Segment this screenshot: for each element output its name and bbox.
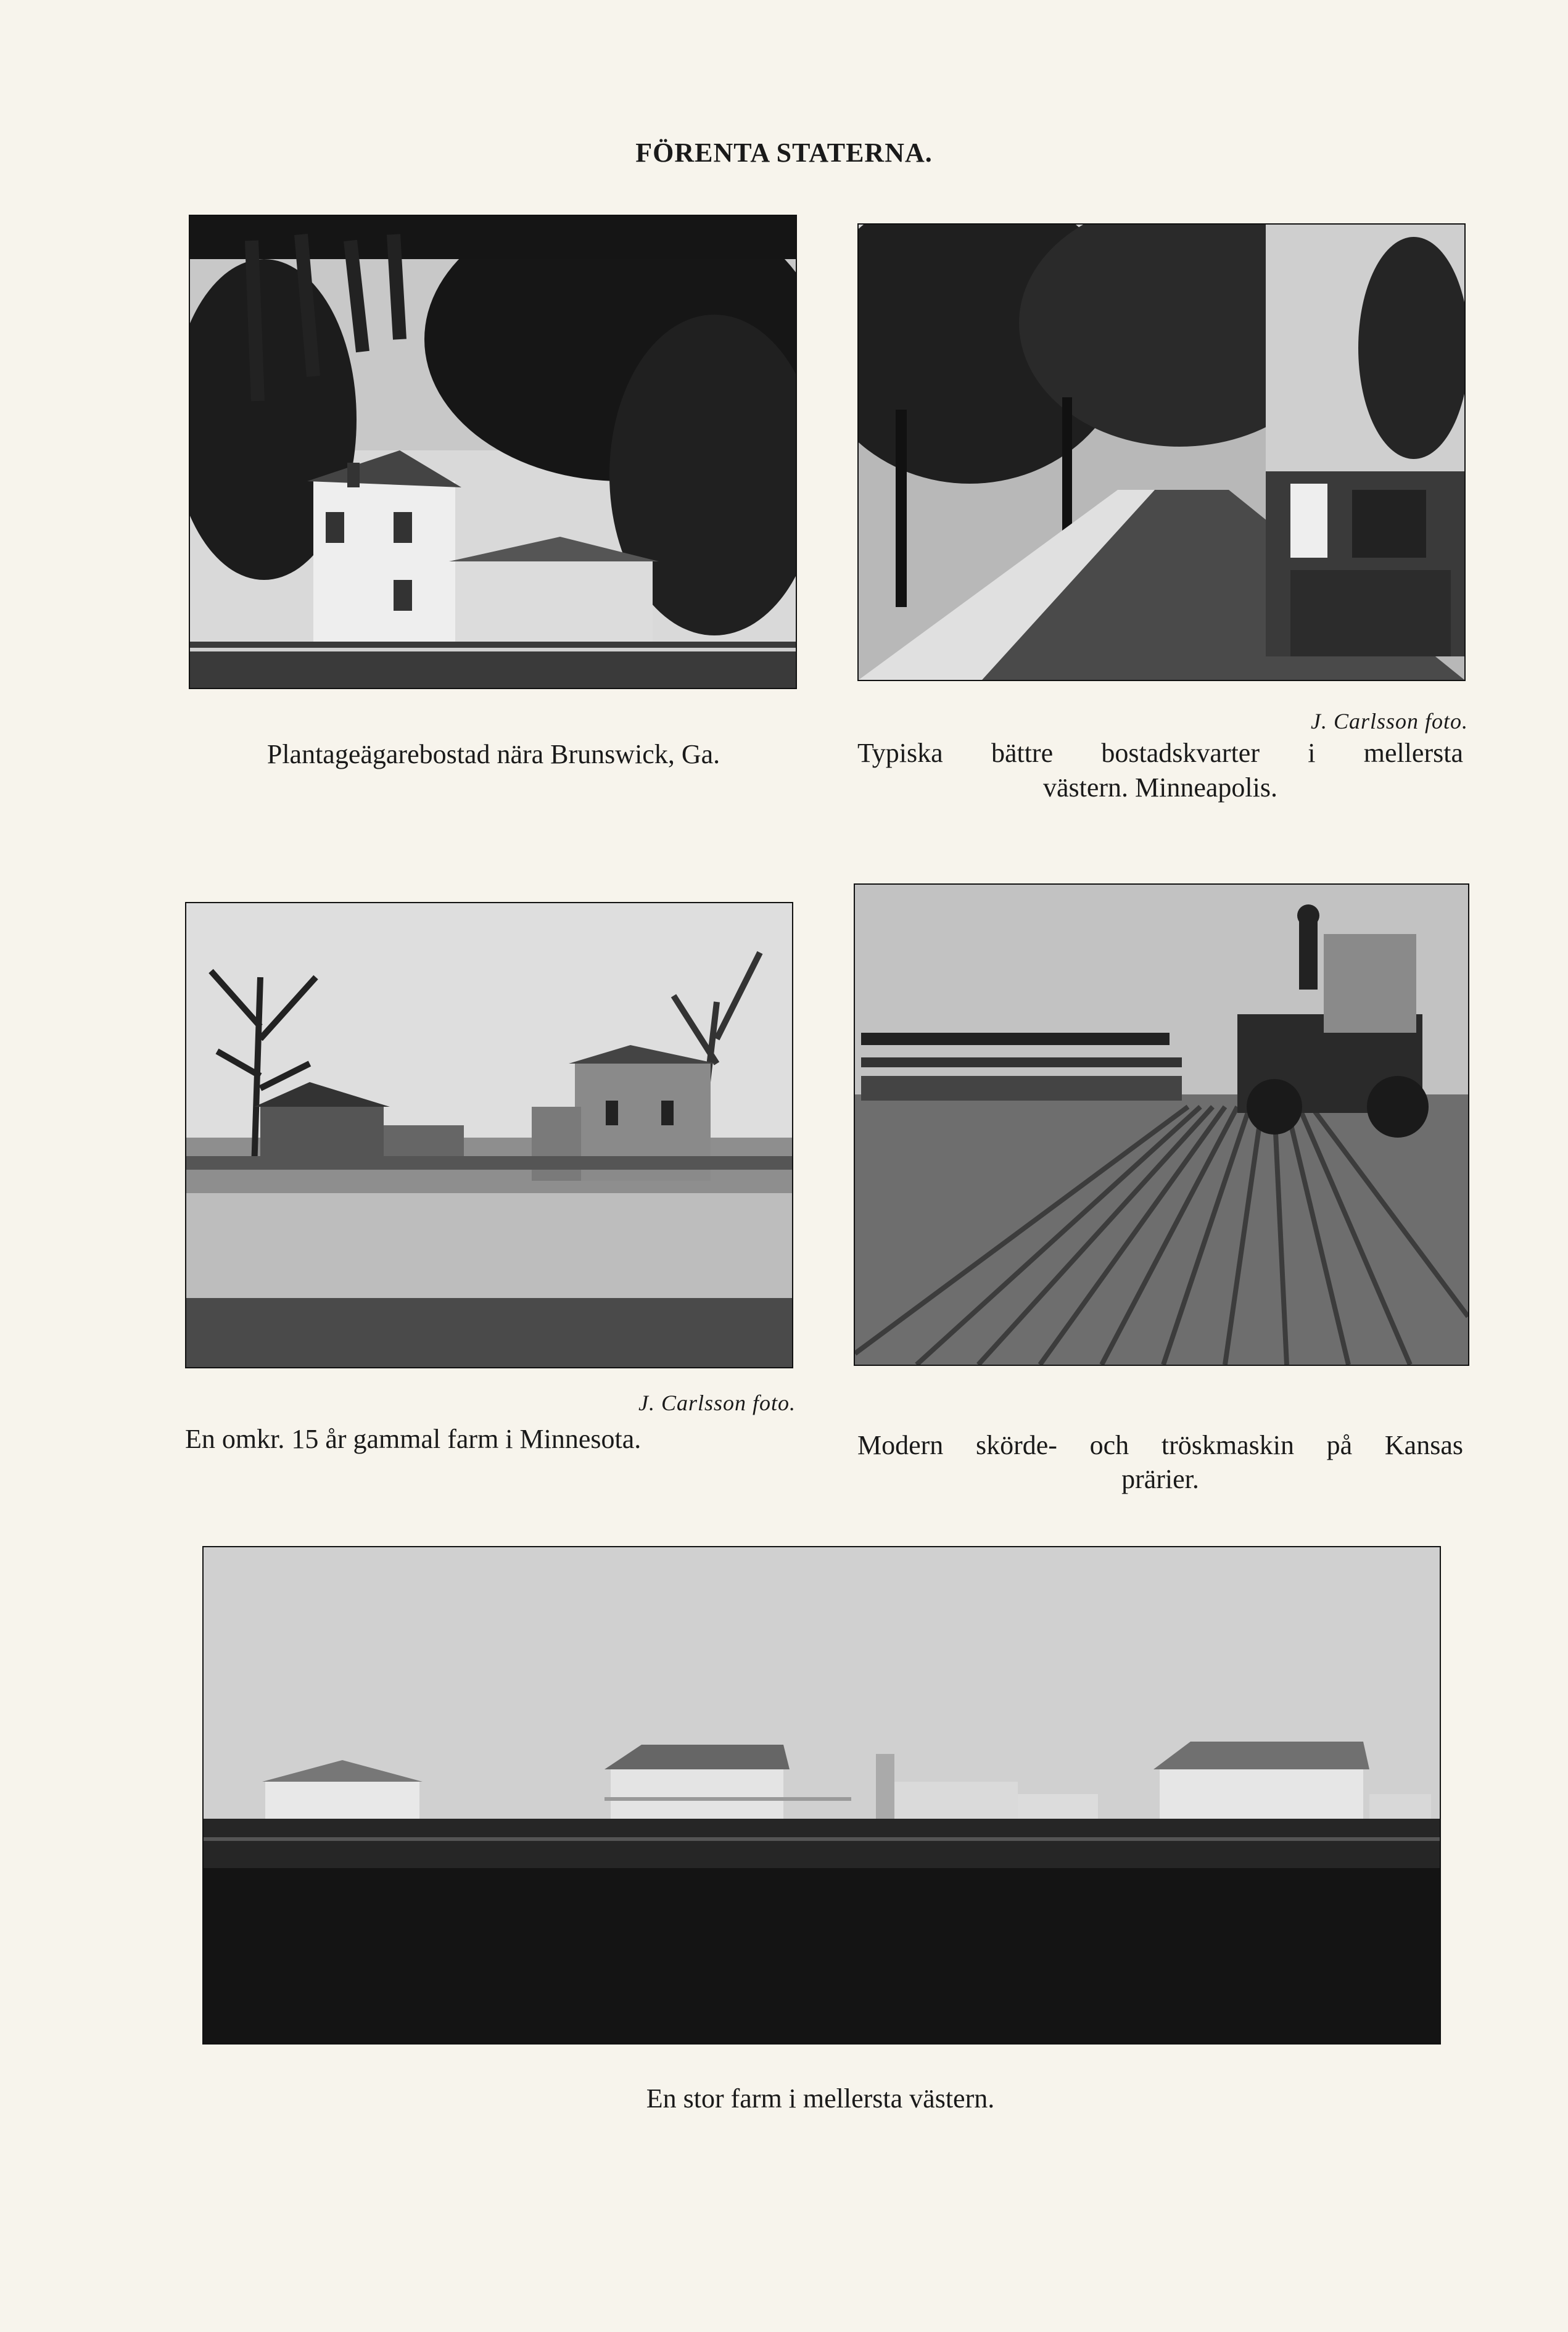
- page-title: FÖRENTA STATERNA.: [635, 138, 933, 168]
- kansas-harvester-caption-line2: prärier.: [1121, 1464, 1199, 1494]
- minnesota-farm-credit: J. Carlsson foto.: [638, 1391, 796, 1415]
- plantation-caption: Plantageägarebostad nära Brunswick, Ga.: [266, 739, 720, 769]
- kansas-harvester-caption-line1: Modern skörde- och tröskmaskin på Kansas: [857, 1430, 1463, 1460]
- minneapolis-street-photo: [857, 223, 1466, 681]
- large-farm-photo: [202, 1546, 1441, 2045]
- minnesota-farm-photo: [185, 902, 793, 1368]
- kansas-harvester-photo: [854, 883, 1469, 1366]
- minnesota-farm-caption: En omkr. 15 år gammal farm i Minnesota.: [185, 1424, 642, 1454]
- plantation-house-photo: [189, 215, 797, 689]
- large-farm-caption: En stor farm i mellersta västern.: [646, 2083, 995, 2114]
- minneapolis-caption-line1: Typiska bättre bostadskvarter i mellersta: [857, 738, 1463, 768]
- minneapolis-caption-line2: västern. Minneapolis.: [1042, 772, 1278, 803]
- minneapolis-credit: J. Carlsson foto.: [1310, 709, 1468, 734]
